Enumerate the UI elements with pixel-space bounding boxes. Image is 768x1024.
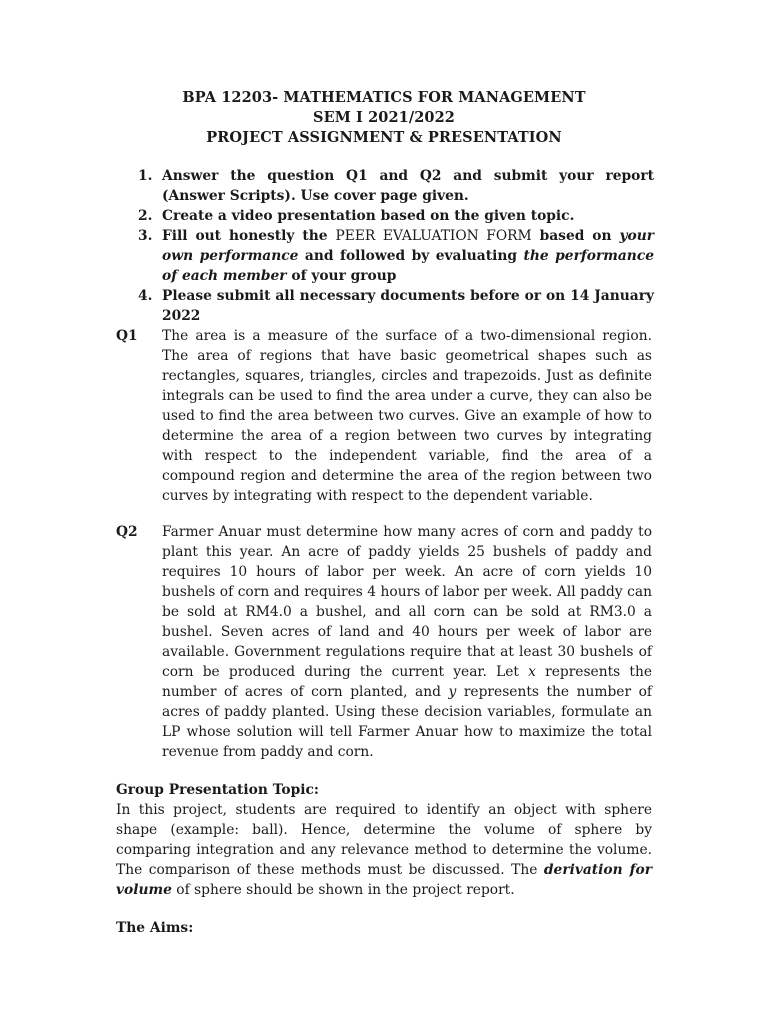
instruction-number: 2. (138, 208, 153, 224)
aims-title: The Aims: (116, 920, 194, 936)
instruction-item (138, 286, 654, 326)
presentation-emphasis: derivation for volume (116, 862, 652, 898)
presentation-text-part: In this project, students are required to identify an object with sphere shape (example: ball). Hence, determine the volume of sphere by comparing integration and any relevance method to determine the volume. The comparison of these methods must be discussed. The (116, 802, 652, 878)
group-presentation-title: Group Presentation Topic: (116, 782, 319, 798)
group-presentation-body (116, 800, 652, 900)
variable-y: y (448, 684, 457, 700)
instruction-list (138, 166, 654, 326)
document-header (0, 88, 768, 148)
variable-x: x (528, 664, 536, 680)
presentation-text-part: of sphere should be shown in the project report. (171, 882, 515, 898)
question-2 (116, 522, 652, 762)
instruction-text-part: based on (531, 228, 620, 244)
instruction-text: Answer the question Q1 and Q2 and submit your report (Answer Scripts). Use cover page given. (162, 168, 654, 204)
instruction-item (138, 166, 654, 206)
instruction-emphasis: your own performance (162, 228, 654, 264)
question-text-part: Farmer Anuar must determine how many acres of corn and paddy to plant this year. An acre of paddy yields 25 bushels of paddy and requires 10 hours of labor per week. An acre of corn yields 10 bushels of corn and requires 4 hours of labor per week. All paddy can be sold at RM4.0 a bushel, and all corn can be sold at RM3.0 a bushel. Seven acres of land and 40 hours per week of labor are available. Government regulations require that at least 30 bushels of corn be produced during the current year. Let (162, 524, 652, 680)
question-1 (116, 326, 652, 506)
question-text-part: represents the number of acres of corn planted, and (162, 664, 652, 700)
course-title: BPA 12203- MATHEMATICS FOR MANAGEMENT (182, 89, 586, 106)
instruction-item (138, 226, 654, 286)
instruction-text-part: Fill out honestly the (162, 228, 336, 244)
semester-title: SEM I 2021/2022 (313, 109, 455, 126)
instruction-item (138, 206, 654, 226)
question-text: The area is a measure of the surface of a two-dimensional region. The area of regions that have basic geometrical shapes such as rectangles, squares, triangles, circles and trapezoids. Just as definite integrals can be used to find the area under a curve, they can also be used to find the area between two curves. Give an example of how to determine the area of a region between two curves by integrating with respect to the independent variable, find the area of a compound region and determine the area of the region between two curves by integrating with respect to the dependent variable. (162, 328, 652, 504)
instruction-text: Create a video presentation based on the given topic. (162, 208, 575, 224)
instruction-number: 4. (138, 288, 153, 304)
instruction-emphasis: the performance of each member (162, 248, 654, 284)
instruction-text: Please submit all necessary documents before or on 14 January 2022 (162, 288, 654, 324)
assignment-title: PROJECT ASSIGNMENT & PRESENTATION (206, 129, 562, 146)
instruction-text-part: of your group (286, 268, 397, 284)
peer-evaluation-form-label: PEER EVALUATION FORM (335, 228, 532, 244)
instruction-text-part: and followed by evaluating (298, 248, 524, 264)
question-label: Q1 (116, 328, 138, 344)
question-text (162, 522, 652, 762)
instruction-number: 3. (138, 228, 153, 244)
question-label: Q2 (116, 524, 138, 540)
question-text-part: represents the number of acres of paddy planted. Using these decision variables, formulate an LP whose solution will tell Farmer Anuar how to maximize the total revenue from paddy and corn. (162, 684, 652, 760)
instruction-number: 1. (138, 168, 153, 184)
